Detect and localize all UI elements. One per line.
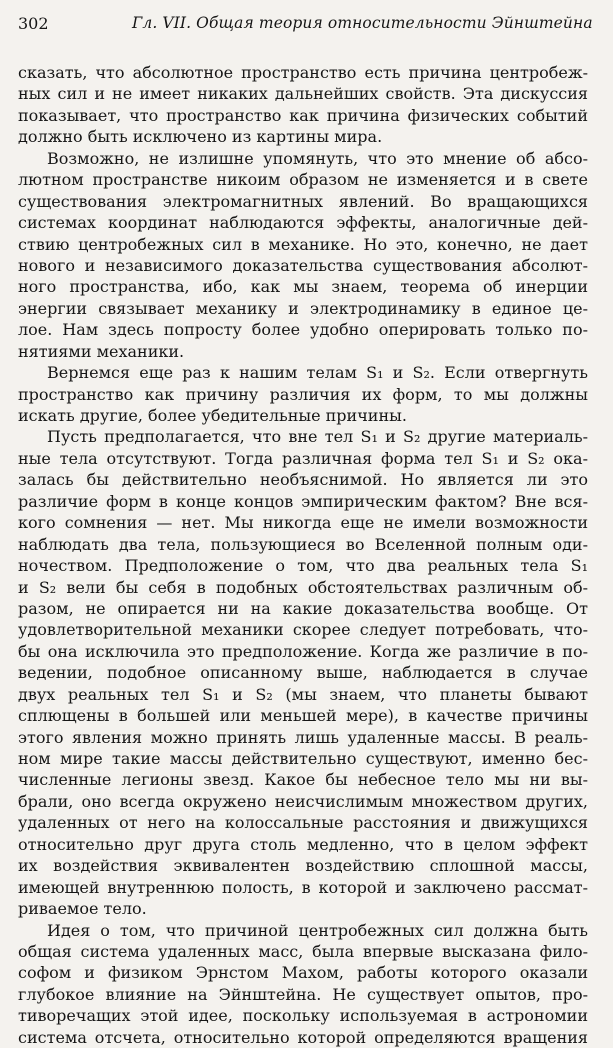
text-line: софом и физиком Эрнстом Махом, работы которого оказали <box>18 963 588 983</box>
text-line: пространство как причину различия их форм, то мы должны <box>18 384 588 404</box>
text-line: Идея о том, что причиной центробежных сил должна быть <box>47 920 588 940</box>
text-line: энергии связывает механику и электродинамику в единое це- <box>18 298 588 318</box>
text-line: риваемое тело. <box>18 899 147 919</box>
text-line: глубокое влияние на Эйнштейна. Не существует опытов, про- <box>18 984 588 1004</box>
text-line: имеющей внутреннюю полость, в которой и заключено рассмат- <box>18 877 588 897</box>
text-line: ствию центробежных сил в механике. Но это, конечно, не дает <box>18 234 588 254</box>
text-line: ночеством. Предположение о том, что два реальных тела S₁ <box>18 556 588 576</box>
text-line: ные тела отсутствуют. Тогда различная форма тел S₁ и S₂ ока- <box>18 448 588 468</box>
text-line: лое. Нам здесь попросту более удобно оперировать только по- <box>18 320 588 340</box>
text-line: бы она исключила это предположение. Когда же различие в по- <box>18 641 588 661</box>
text-line: тиворечащих этой идее, поскольку используемая в астрономии <box>18 1006 588 1026</box>
text-line: удаленных от него на колоссальные расстояния и движущихся <box>18 813 588 833</box>
text-line: ведении, подобное описанному выше, наблюдается в случае <box>18 663 588 683</box>
text-line: кого сомнения — нет. Мы никогда еще не имели возможности <box>18 513 588 533</box>
text-line: Вернемся еще раз к нашим телам S₁ и S₂. Если отвергнуть <box>47 363 588 383</box>
page-number: 302 <box>18 14 49 33</box>
text-line: сплющены в большей или меньшей мере), в качестве причины <box>18 706 588 726</box>
text-line: относительно друг друга столь медленно, что в целом эффект <box>18 834 588 854</box>
text-line: система отсчета, относительно которой определяются вращения <box>18 1027 588 1047</box>
text-line: должно быть исключено из картины мира. <box>18 127 383 147</box>
text-line: нового и независимого доказательства существования абсолют- <box>18 255 588 275</box>
text-line: и S₂ вели бы себя в подобных обстоятельствах различным об- <box>18 577 588 597</box>
text-line: залась бы действительно необъяснимой. Но является ли это <box>18 470 588 490</box>
text-line: общая система удаленных масс, была впервые высказана фило- <box>18 941 588 961</box>
text-line: ных сил и не имеет никаких дальнейших свойств. Эта дискуссия <box>18 84 588 104</box>
text-line: искать другие, более убедительные причины. <box>18 406 407 425</box>
text-line: системах координат наблюдаются эффекты, аналогичные дей- <box>18 213 588 233</box>
text-line: сказать, что абсолютное пространство есть причина центробеж- <box>18 63 588 82</box>
text-line: ного пространства, ибо, как мы знаем, теорема об инерции <box>18 277 588 297</box>
page-header <box>18 8 598 34</box>
text-line: численные легионы звезд. Какое бы небесное тело мы ни вы- <box>18 770 588 790</box>
text-line: Пусть предполагается, что вне тел S₁ и S₂ другие материаль- <box>47 427 588 447</box>
text-line: их воздействия эквивалентен воздействию сплошной массы, <box>18 856 588 876</box>
text-line: показывает, что пространство как причина физических событий <box>18 105 588 125</box>
text-line: брали, оно всегда окружено неисчислимым множеством других, <box>18 791 588 811</box>
body-text <box>18 62 588 1048</box>
text-line: нятиями механики. <box>18 341 185 361</box>
text-line: двух реальных тел S₁ и S₂ (мы знаем, что планеты бывают <box>18 684 588 704</box>
text-line: этого явления можно принять лишь удаленные массы. В реаль- <box>18 727 588 747</box>
running-head: Гл. VII. Общая теория относительности Эйнштейна <box>132 14 593 32</box>
text-line: разом, не опирается ни на какие доказательства вообще. От <box>18 598 588 618</box>
text-line: ном мире такие массы действительно существуют, именно бес- <box>18 749 588 768</box>
text-line: различие форм в конце концов эмпирическим фактом? Вне вся- <box>18 491 588 511</box>
text-line: существования электромагнитных явлений. Во вращающихся <box>18 191 588 211</box>
text-line: лютном пространстве никоим образом не изменяется и в свете <box>18 170 588 190</box>
text-line: Возможно, не излишне упомянуть, что это мнение об абсо- <box>47 148 588 168</box>
text-line: наблюдать два тела, пользующиеся во Вселенной полным оди- <box>18 534 588 554</box>
text-line: удовлетворительной механики скорее следует потребовать, что- <box>18 620 588 640</box>
